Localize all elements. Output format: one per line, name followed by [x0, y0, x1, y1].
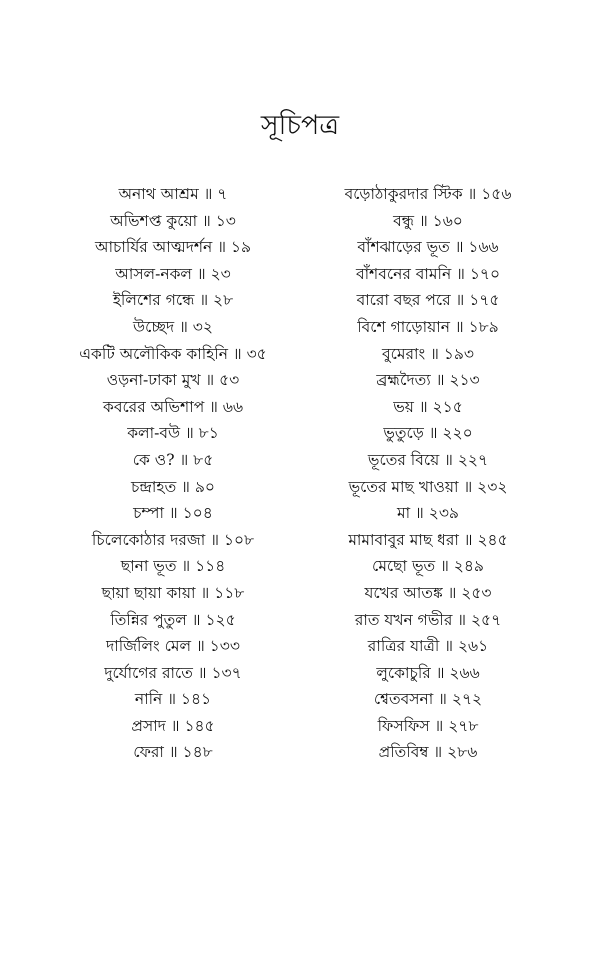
- contents-entry: চন্দ্রাহত ॥ ৯০: [131, 477, 215, 496]
- contents-entry: একটি অলৌকিক কাহিনি ॥ ৩৫: [79, 344, 267, 363]
- contents-entry: রাত যখন গভীর ॥ ২৫৭: [354, 610, 502, 629]
- contents-entry: আচার্যির আত্মদর্শন ॥ ১৯: [94, 238, 252, 257]
- contents-entry: বন্ধু ॥ ১৬০: [393, 211, 463, 230]
- contents-entry: বড়োঠাকুরদার স্টিক ॥ ১৫৬: [344, 185, 512, 203]
- contents-entry: অনাথ আশ্রম ॥ ৭: [118, 185, 228, 203]
- contents-entry: মা ॥ ২৩৯: [397, 504, 459, 523]
- contents-entry: ভূতের মাছ খাওয়া ॥ ২৩২: [348, 477, 508, 496]
- contents-entry: ছায়া ছায়া কায়া ॥ ১১৮: [101, 583, 245, 602]
- contents-entry: দার্জিলিং মেল ॥ ১৩৩: [106, 637, 240, 656]
- contents-entry: তিন্নির পুতুল ॥ ১২৫: [110, 610, 236, 629]
- contents-entry: কবরের অভিশাপ ॥ ৬৬: [102, 397, 244, 416]
- contents-entry: যখের আতঙ্ক ॥ ২৫৩: [364, 583, 492, 602]
- contents-entry: ভূতের বিয়ে ॥ ২২৭: [367, 450, 489, 469]
- contents-entry: আসল-নকল ॥ ২৩: [115, 264, 231, 283]
- contents-entry: ছানা ভূত ॥ ১১৪: [120, 557, 226, 576]
- contents-right-column: [298, 181, 558, 766]
- contents-entry: দুর্যোগের রাতে ॥ ১৩৭: [104, 663, 242, 682]
- contents-entry: অভিশপ্ত কুয়ো ॥ ১৩: [110, 211, 236, 230]
- contents-entry: প্রসাদ ॥ ১৪৫: [131, 716, 215, 735]
- contents-entry: বাঁশঝাড়ের ভূত ॥ ১৬৬: [357, 238, 499, 257]
- contents-entry: কলা-বউ ॥ ৮১: [127, 424, 219, 443]
- contents-entry: নানি ॥ ১৪১: [134, 690, 212, 709]
- contents-entry: ফেরা ॥ ১৪৮: [133, 743, 213, 762]
- contents-entry: ফিসফিস ॥ ২৭৮: [377, 716, 479, 735]
- contents-left-column: [43, 181, 303, 766]
- contents-entry: চম্পা ॥ ১০৪: [133, 504, 213, 523]
- contents-entry: লুকোচুরি ॥ ২৬৬: [376, 663, 480, 682]
- contents-entry: বিশে গাড়োয়ান ॥ ১৮৯: [357, 317, 499, 336]
- contents-entry: রাত্রির যাত্রী ॥ ২৬১: [367, 637, 489, 656]
- contents-entry: উচ্ছেদ ॥ ৩২: [133, 317, 213, 336]
- contents-entry: বুমেরাং ॥ ১৯৩: [382, 344, 474, 363]
- contents-entry: কে ও? ॥ ৮৫: [132, 450, 214, 469]
- page-title: সূচিপত্র: [260, 110, 340, 141]
- contents-entry: ব্রহ্মদৈত্য ॥ ২১৩: [376, 371, 480, 390]
- contents-entry: শ্বেতবসনা ॥ ২৭২: [373, 690, 483, 709]
- contents-entry: মামাবাবুর মাছ ধরা ॥ ২৪৫: [348, 530, 508, 549]
- contents-entry: ভয় ॥ ২১৫: [393, 397, 463, 416]
- contents-entry: ইলিশের গন্ধে ॥ ২৮: [112, 291, 234, 310]
- contents-entry: ভুতুড়ে ॥ ২২০: [383, 424, 473, 443]
- contents-entry: চিলেকোঠার দরজা ॥ ১০৮: [91, 530, 255, 549]
- contents-entry: বাঁশবনের বামনি ॥ ১৭০: [355, 264, 501, 283]
- contents-entry: মেছো ভূত ॥ ২৪৯: [372, 557, 484, 576]
- contents-entry: বারো বছর পরে ॥ ১৭৫: [356, 291, 500, 310]
- contents-entry: প্রতিবিম্ব ॥ ২৮৬: [378, 743, 478, 762]
- contents-entry: ওড়না-ঢাকা মুখ ॥ ৫৩: [106, 371, 240, 390]
